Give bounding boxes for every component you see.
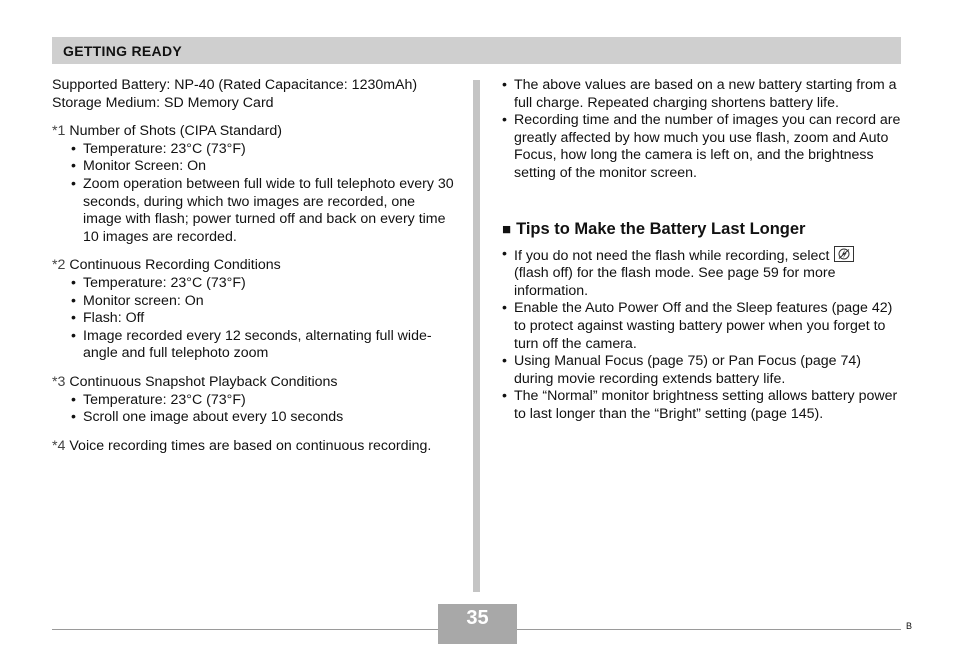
note-1-bullet: • Temperature: 23°C (73°F) [71, 141, 457, 159]
heading-square-icon: ■ [502, 220, 512, 238]
note-2-bullet: • Flash: Off [71, 310, 457, 328]
note-marker: *1 [52, 123, 66, 140]
note-3-bullet: • Scroll one image about every 10 seconds [71, 409, 457, 427]
note-1-bullet: • Monitor Screen: On [71, 158, 457, 176]
tip-auto-power-off: • Enable the Auto Power Off and the Sleep features (page 42) to protect against wasting battery power when you forget to turn off the camera. [502, 300, 902, 353]
flash-off-icon [834, 246, 854, 262]
tip-flash-off: • If you do not need the flash while recording, select (flash off) for the flash mode. See page 59 for more information. [502, 246, 902, 301]
note-4: *4 Voice recording times are based on continuous recording. [52, 437, 432, 454]
note-3-title: *3 Continuous Snapshot Playback Conditions [52, 373, 338, 390]
note-1-title: *1 Number of Shots (CIPA Standard) [52, 123, 283, 140]
language-mark: B [906, 621, 913, 631]
note-2-bullet: • Monitor screen: On [71, 293, 457, 311]
left-column [52, 77, 457, 455]
note-2-bullet: • Temperature: 23°C (73°F) [71, 275, 457, 293]
page-number: 35 [466, 607, 489, 629]
note-2-title: *2 Continuous Recording Conditions [52, 257, 281, 274]
column-divider [473, 80, 480, 592]
note-marker: *4 [52, 437, 66, 454]
storage-medium-line: Storage Medium: SD Memory Card [52, 94, 274, 111]
info-bullet: • Recording time and the number of images you can record are greatly affected by how much you use flash, zoom and Auto Focus, how long the camera is left on, and the brightness setting of the monitor screen. [502, 112, 902, 182]
note-1-bullet: • Zoom operation between full wide to full telephoto every 30 seconds, during which two images are recorded, one image with flash; power turned off and back on every time 10 images are recorded. [71, 176, 457, 246]
tips-heading: ■ Tips to Make the Battery Last Longer [502, 219, 806, 238]
note-2-bullet: • Image recorded every 12 seconds, alternating full wide-angle and full telephoto zoom [71, 328, 457, 363]
note-marker: *3 [52, 373, 66, 390]
note-3-bullet: • Temperature: 23°C (73°F) [71, 392, 457, 410]
tip-manual-focus: • Using Manual Focus (page 75) or Pan Focus (page 74) during movie recording extends battery life. [502, 353, 902, 388]
section-header-bar [52, 37, 901, 64]
info-bullet: • The above values are based on a new battery starting from a full charge. Repeated charging shortens battery life. [502, 77, 902, 112]
tip-normal-brightness: • The “Normal” monitor brightness setting allows battery power to last longer than the “Bright” setting (page 145). [502, 388, 902, 423]
page-number-box [438, 604, 517, 644]
supported-battery-line: Supported Battery: NP-40 (Rated Capacitance: 1230mAh) [52, 77, 418, 93]
right-column [502, 77, 902, 424]
section-title: GETTING READY [63, 43, 183, 59]
note-marker: *2 [52, 257, 66, 274]
